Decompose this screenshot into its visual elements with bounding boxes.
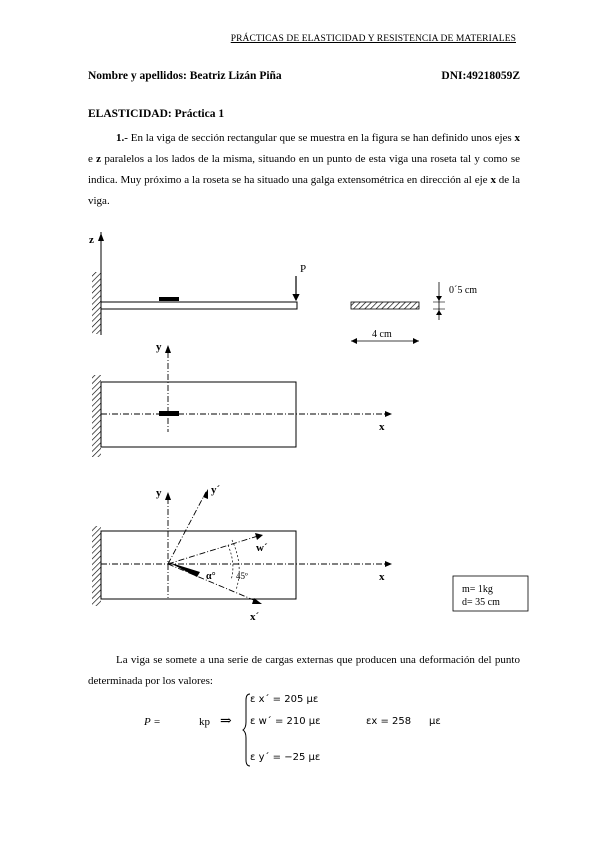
implies-arrow: ⇒ (220, 714, 232, 729)
z-axis-label: z (89, 234, 94, 246)
side-view (89, 232, 306, 335)
thickness-arrow-top (436, 296, 442, 301)
y-axis-label-bottom: y (156, 487, 162, 499)
x-axis-label-bottom: x (379, 571, 385, 583)
strain-gauge-side (159, 297, 179, 301)
student-dni: DNI:49218059Z (441, 70, 520, 82)
y-axis-arrow-top (165, 345, 171, 353)
x-axis-label-top: x (379, 421, 385, 433)
x-prime-label: x´ (250, 611, 260, 623)
beam-top (101, 382, 296, 447)
x-axis-arrow-top (385, 411, 392, 417)
p-label: P = (144, 716, 161, 728)
y-axis-label-top: y (156, 341, 162, 353)
alpha-label: α° (206, 571, 216, 582)
thickness-arrow-bottom (436, 310, 442, 315)
mass-label: m= 1kg (462, 584, 493, 595)
eps-x-prime: ε x´ = 205 με (250, 694, 319, 705)
width-arrow-right (413, 338, 419, 344)
width-arrow-left (351, 338, 357, 344)
z-axis-arrow (98, 233, 104, 241)
unit-kp: kp (199, 716, 210, 728)
problem-text-6: de la viga. (88, 174, 521, 207)
load-label: P (300, 263, 307, 275)
section-rect (351, 302, 419, 309)
wall-hatch-top (92, 375, 101, 457)
problem-text-z: z (96, 153, 102, 165)
y-prime-arrow (203, 489, 208, 499)
distance-label: d= 35 cm (462, 597, 500, 608)
eps-x-gauge: εx = 258 (366, 716, 412, 727)
strain-gauge-top (159, 411, 179, 416)
thickness-label: 0´5 cm (449, 285, 478, 296)
problem-text-2: e (88, 153, 97, 165)
running-head: PRÁCTICAS DE ELASTICIDAD Y RESISTENCIA DE MATERIALES (230, 34, 516, 44)
problem-text-0: En la viga de sección rectangular que se muestra en la figura se han definido unos ejes (127, 132, 515, 144)
width-label: 4 cm (372, 329, 392, 340)
wall-hatch-side (92, 272, 101, 334)
problem-text-x: x (514, 132, 520, 144)
rosette-view (92, 484, 392, 623)
problem-text-4: paralelos a los lados de la misma, situando en un punto de esta viga una roseta tal y como se indica. Muy próximo a la roseta se ha situado una galga extensométrica en dirección al eje (88, 153, 520, 186)
wall-hatch-rosette (92, 526, 101, 606)
y-prime-label: y´ (211, 484, 221, 496)
eps-y-prime: ε y´ = −25 με (250, 752, 321, 763)
x-axis-arrow-bottom (385, 561, 392, 567)
eps-x-unit: με (429, 716, 441, 727)
top-view (92, 341, 392, 457)
beam-side (101, 302, 297, 309)
problem-number: 1.- (116, 132, 128, 144)
section-title: ELASTICIDAD: Práctica 1 (88, 108, 225, 120)
eps-w-prime: ε w´ = 210 με (250, 716, 321, 727)
y-axis-arrow-bottom (165, 492, 171, 500)
cross-section (351, 282, 477, 344)
w-prime-label: w´ (256, 542, 268, 554)
data-box (453, 576, 528, 611)
angle-45-label: 45º (236, 571, 248, 581)
problem-text-x2: x (490, 174, 496, 186)
student-name: Nombre y apellidos: Beatriz Lizán Piña (88, 70, 282, 82)
load-statement: La viga se somete a una serie de cargas externas que producen una deformación del punto determinada por los valores: (88, 654, 520, 687)
